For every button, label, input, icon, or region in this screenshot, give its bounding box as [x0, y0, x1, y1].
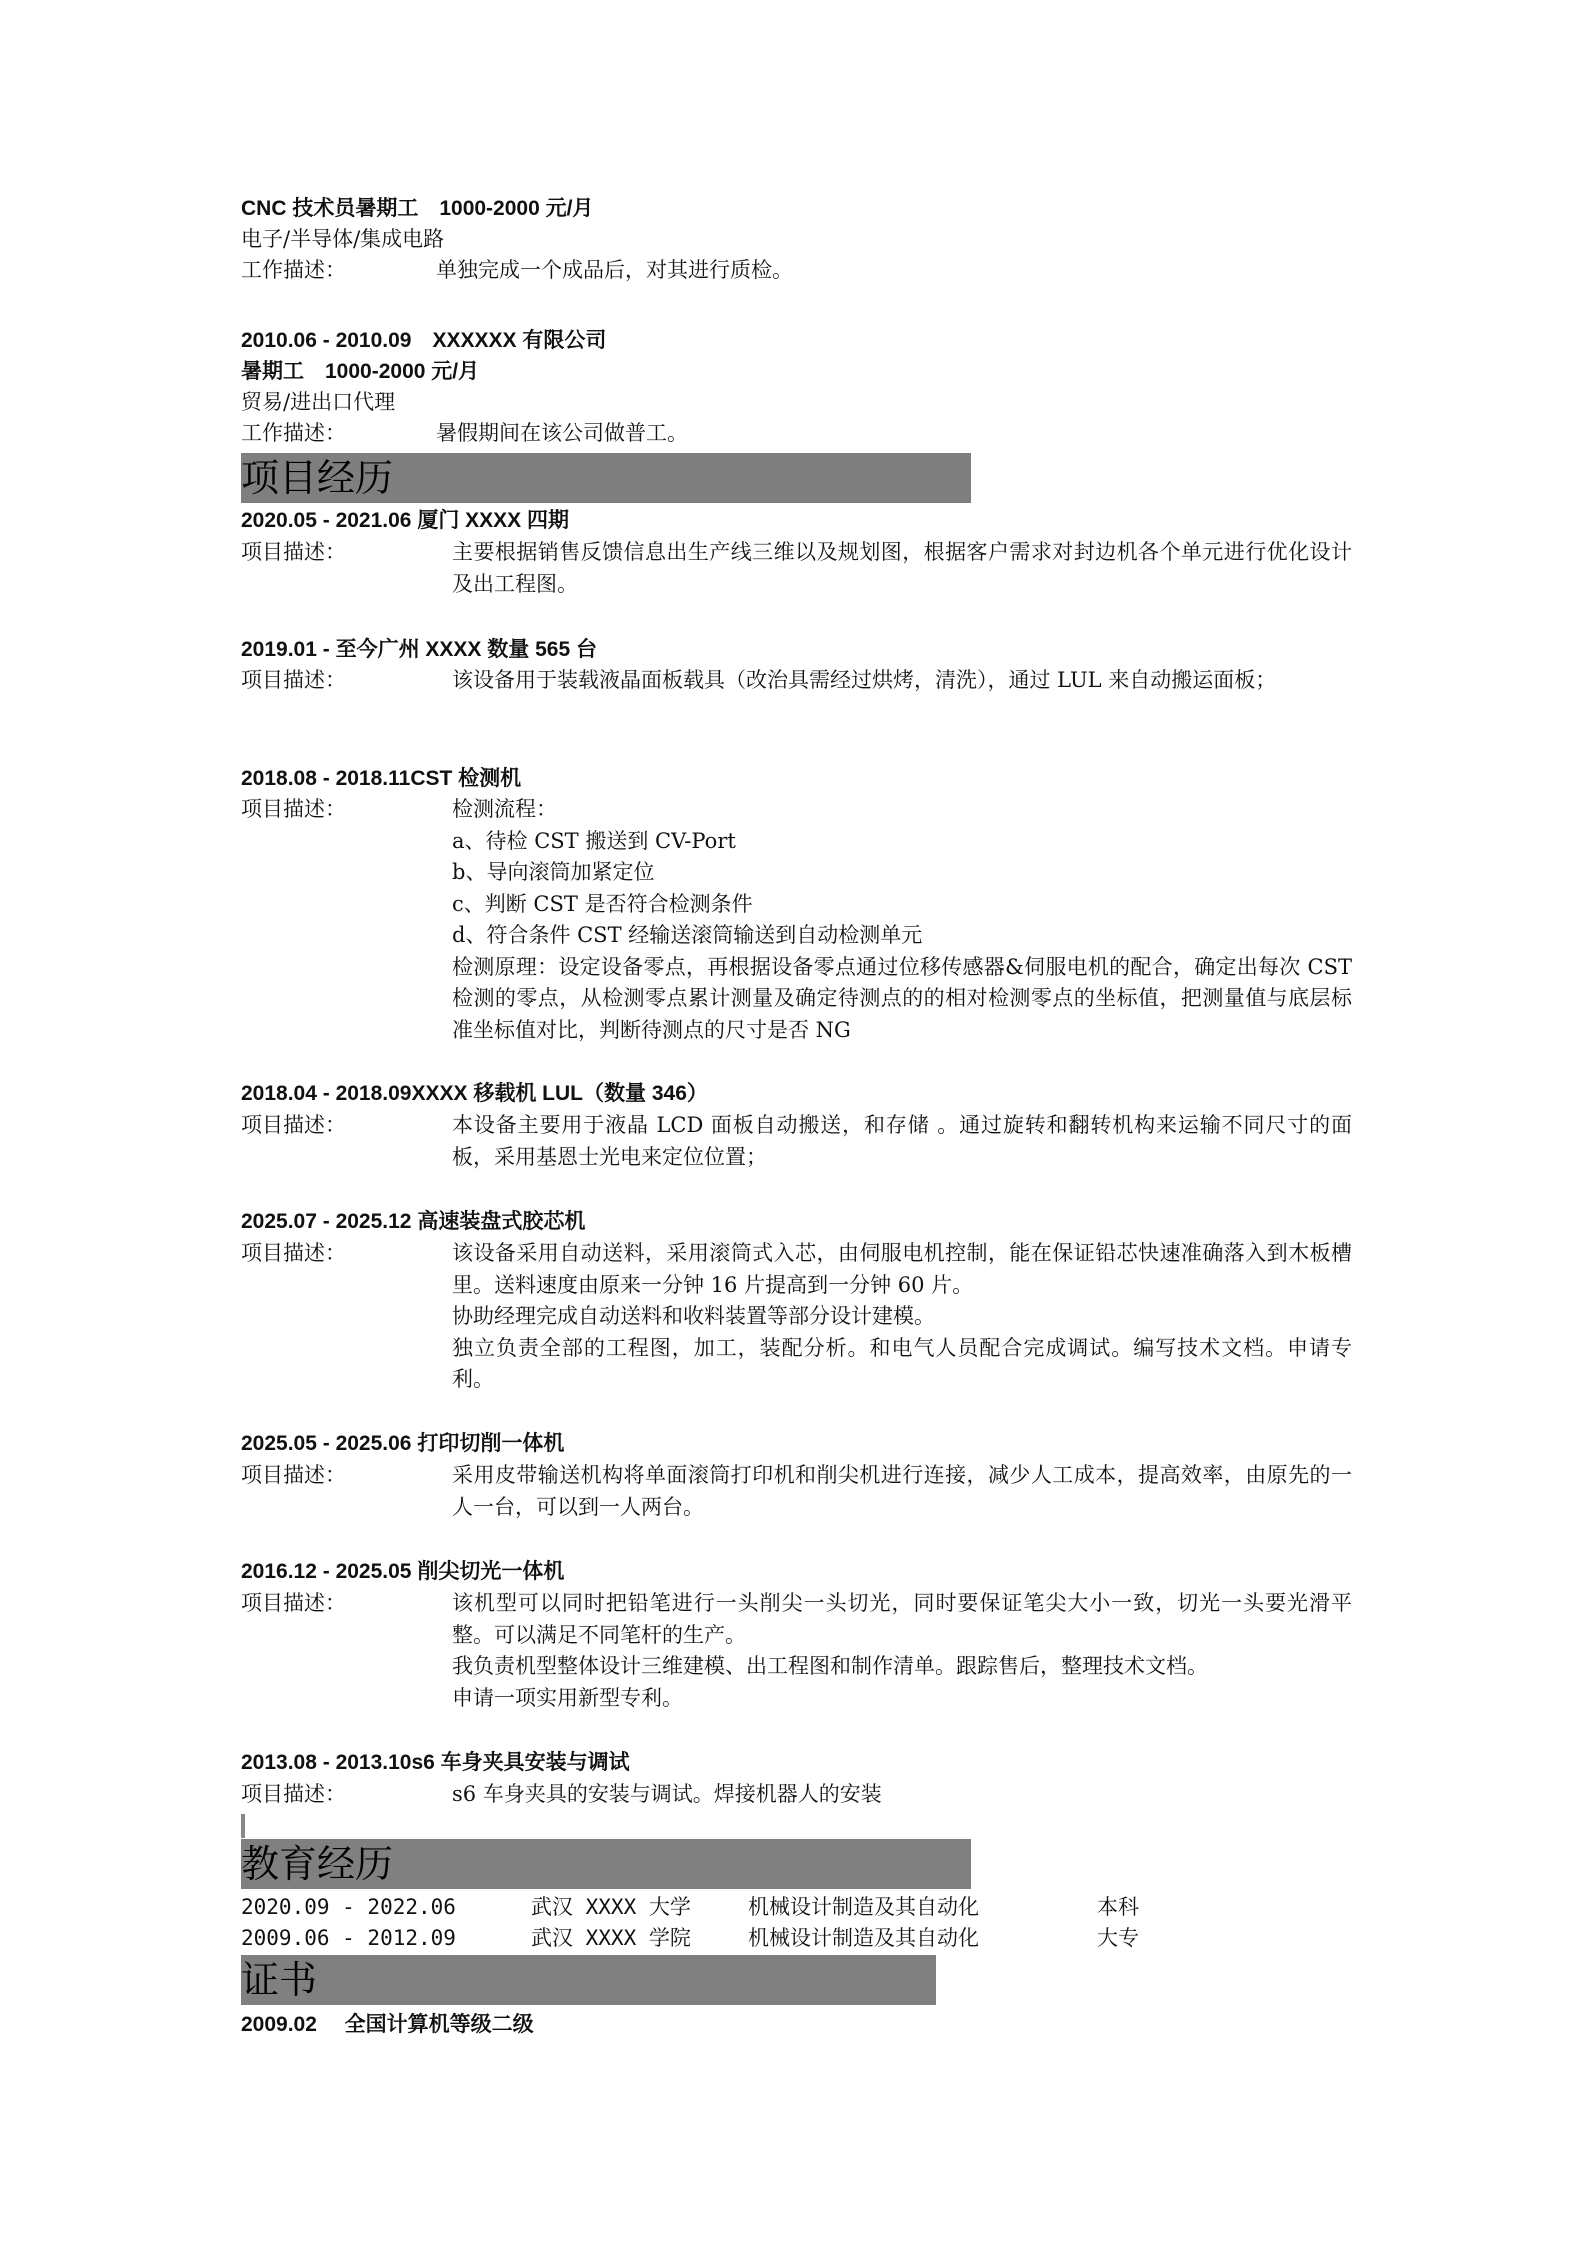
project-desc-label: 项目描述： — [241, 540, 346, 564]
divider-mark — [241, 1814, 245, 1838]
project-desc — [452, 1779, 1352, 1811]
project-desc-label: 项目描述： — [241, 1241, 346, 1265]
project-desc-label: 项目描述： — [241, 1782, 346, 1806]
project-desc-label: 项目描述： — [241, 797, 346, 821]
education-school: 武汉 XXXX 学院 — [531, 1926, 691, 1950]
section-title-projects: 项目经历 — [241, 456, 394, 500]
project-desc-line: 申请一项实用新型专利。 — [452, 1685, 683, 1710]
project-desc — [452, 1110, 1352, 1173]
project-desc-label: 项目描述： — [241, 1463, 346, 1487]
project-heading: 2018.04 - 2018.09XXXX 移载机 LUL（数量 346） — [241, 1082, 708, 1105]
project-heading: 2020.05 - 2021.06 厦门 XXXX 四期 — [241, 509, 570, 532]
section-title-certificates: 证书 — [241, 1958, 318, 2002]
work-desc: 单独完成一个成品后，对其进行质检。 — [436, 258, 793, 282]
education-major: 机械设计制造及其自动化 — [748, 1895, 979, 1919]
certificate-name: 全国计算机等级二级 — [344, 2013, 534, 2036]
section-bar — [241, 1955, 936, 2005]
education-period: 2009.06 - 2012.09 — [241, 1926, 456, 1950]
project-desc-line: 该设备用于装载液晶面板载具（改治具需经过烘烤，清洗），通过 LUL 来自动搬运面板； — [452, 668, 1277, 692]
project-desc-line: d、符合条件 CST 经输送滚筒输送到自动检测单元 — [452, 923, 923, 947]
project-desc-line: 检测原理：设定设备零点，再根据设备零点通过位移传感器&伺服电机的配合，确定出每次 CST 检测的零点，从检测零点累计测量及确定待测点的的相对检测零点的坐标值，把测量值与底层标准坐标值对比，判断待测点的尺寸是否 NG — [452, 954, 1352, 1042]
project-desc-line: b、导向滚筒加紧定位 — [452, 860, 655, 884]
project-heading: 2025.05 - 2025.06 打印切削一体机 — [241, 1432, 565, 1455]
work-title: CNC 技术员暑期工 1000-2000 元/月 — [241, 197, 594, 220]
project-desc-line: 该机型可以同时把铅笔进行一头削尖一头切光，同时要保证笔尖大小一致，切光一头要光滑平整。可以满足不同笔杆的生产。 — [452, 1591, 1352, 1647]
certificate-date: 2009.02 — [241, 2013, 317, 2036]
project-heading: 2013.08 - 2013.10s6 车身夹具安装与调试 — [241, 1751, 630, 1774]
work-desc-label: 工作描述： — [241, 421, 346, 445]
certificate-item — [241, 2009, 534, 2040]
work-desc: 暑假期间在该公司做普工。 — [436, 421, 688, 445]
education-period: 2020.09 - 2022.06 — [241, 1895, 456, 1919]
project-desc-line: 我负责机型整体设计三维建模、出工程图和制作清单。跟踪售后，整理技术文档。 — [452, 1654, 1208, 1678]
work-desc-label: 工作描述： — [241, 258, 346, 282]
project-desc — [452, 794, 1352, 1046]
project-desc — [452, 1460, 1352, 1523]
project-desc — [452, 1238, 1352, 1396]
project-desc — [452, 537, 1352, 600]
project-desc-line: 检测流程： — [452, 797, 557, 821]
project-desc-line: 本设备主要用于液晶 LCD 面板自动搬送，和存储 。通过旋转和翻转机构来运输不同尺寸的面板，采用基恩士光电来定位位置； — [452, 1113, 1352, 1169]
project-desc-line: 该设备采用自动送料，采用滚筒式入芯，由伺服电机控制，能在保证铅芯快速准确落入到木板槽里。送料速度由原来一分钟 16 片提高到一分钟 60 片。 — [452, 1241, 1352, 1297]
project-desc-label: 项目描述： — [241, 1113, 346, 1137]
project-desc-line: 主要根据销售反馈信息出生产线三维以及规划图，根据客户需求对封边机各个单元进行优化设计及出工程图。 — [452, 540, 1352, 596]
project-desc-line: 独立负责全部的工程图，加工，装配分析。和电气人员配合完成调试。编写技术文档。申请专利。 — [452, 1335, 1352, 1391]
project-desc-label: 项目描述： — [241, 668, 346, 692]
project-heading: 2016.12 - 2025.05 削尖切光一体机 — [241, 1560, 565, 1583]
work-title: 暑期工 1000-2000 元/月 — [241, 360, 480, 383]
project-desc-line: 采用皮带输送机构将单面滚筒打印机和削尖机进行连接，减少人工成本，提高效率，由原先的一人一台，可以到一人两台。 — [452, 1463, 1352, 1519]
education-major: 机械设计制造及其自动化 — [748, 1926, 979, 1950]
project-desc-line: s6 车身夹具的安装与调试。焊接机器人的安装 — [452, 1782, 882, 1806]
project-heading: 2025.07 - 2025.12 高速装盘式胶芯机 — [241, 1210, 586, 1233]
section-title-education: 教育经历 — [241, 1842, 394, 1886]
project-desc — [452, 665, 1352, 697]
project-desc-line: c、判断 CST 是否符合检测条件 — [452, 891, 753, 916]
project-desc-line: a、待检 CST 搬送到 CV-Port — [452, 828, 736, 853]
project-desc-label: 项目描述： — [241, 1591, 346, 1615]
work-industry: 贸易/进出口代理 — [241, 390, 396, 414]
education-degree: 本科 — [1097, 1895, 1139, 1919]
project-heading: 2018.08 - 2018.11CST 检测机 — [241, 767, 522, 790]
project-desc-line: 协助经理完成自动送料和收料装置等部分设计建模。 — [452, 1304, 935, 1328]
education-degree: 大专 — [1097, 1926, 1139, 1950]
project-desc — [452, 1588, 1352, 1714]
project-heading: 2019.01 - 至今广州 XXXX 数量 565 台 — [241, 638, 597, 661]
work-period-company: 2010.06 - 2010.09 XXXXXX 有限公司 — [241, 329, 607, 352]
education-school: 武汉 XXXX 大学 — [531, 1895, 691, 1919]
work-industry: 电子/半导体/集成电路 — [241, 227, 445, 251]
